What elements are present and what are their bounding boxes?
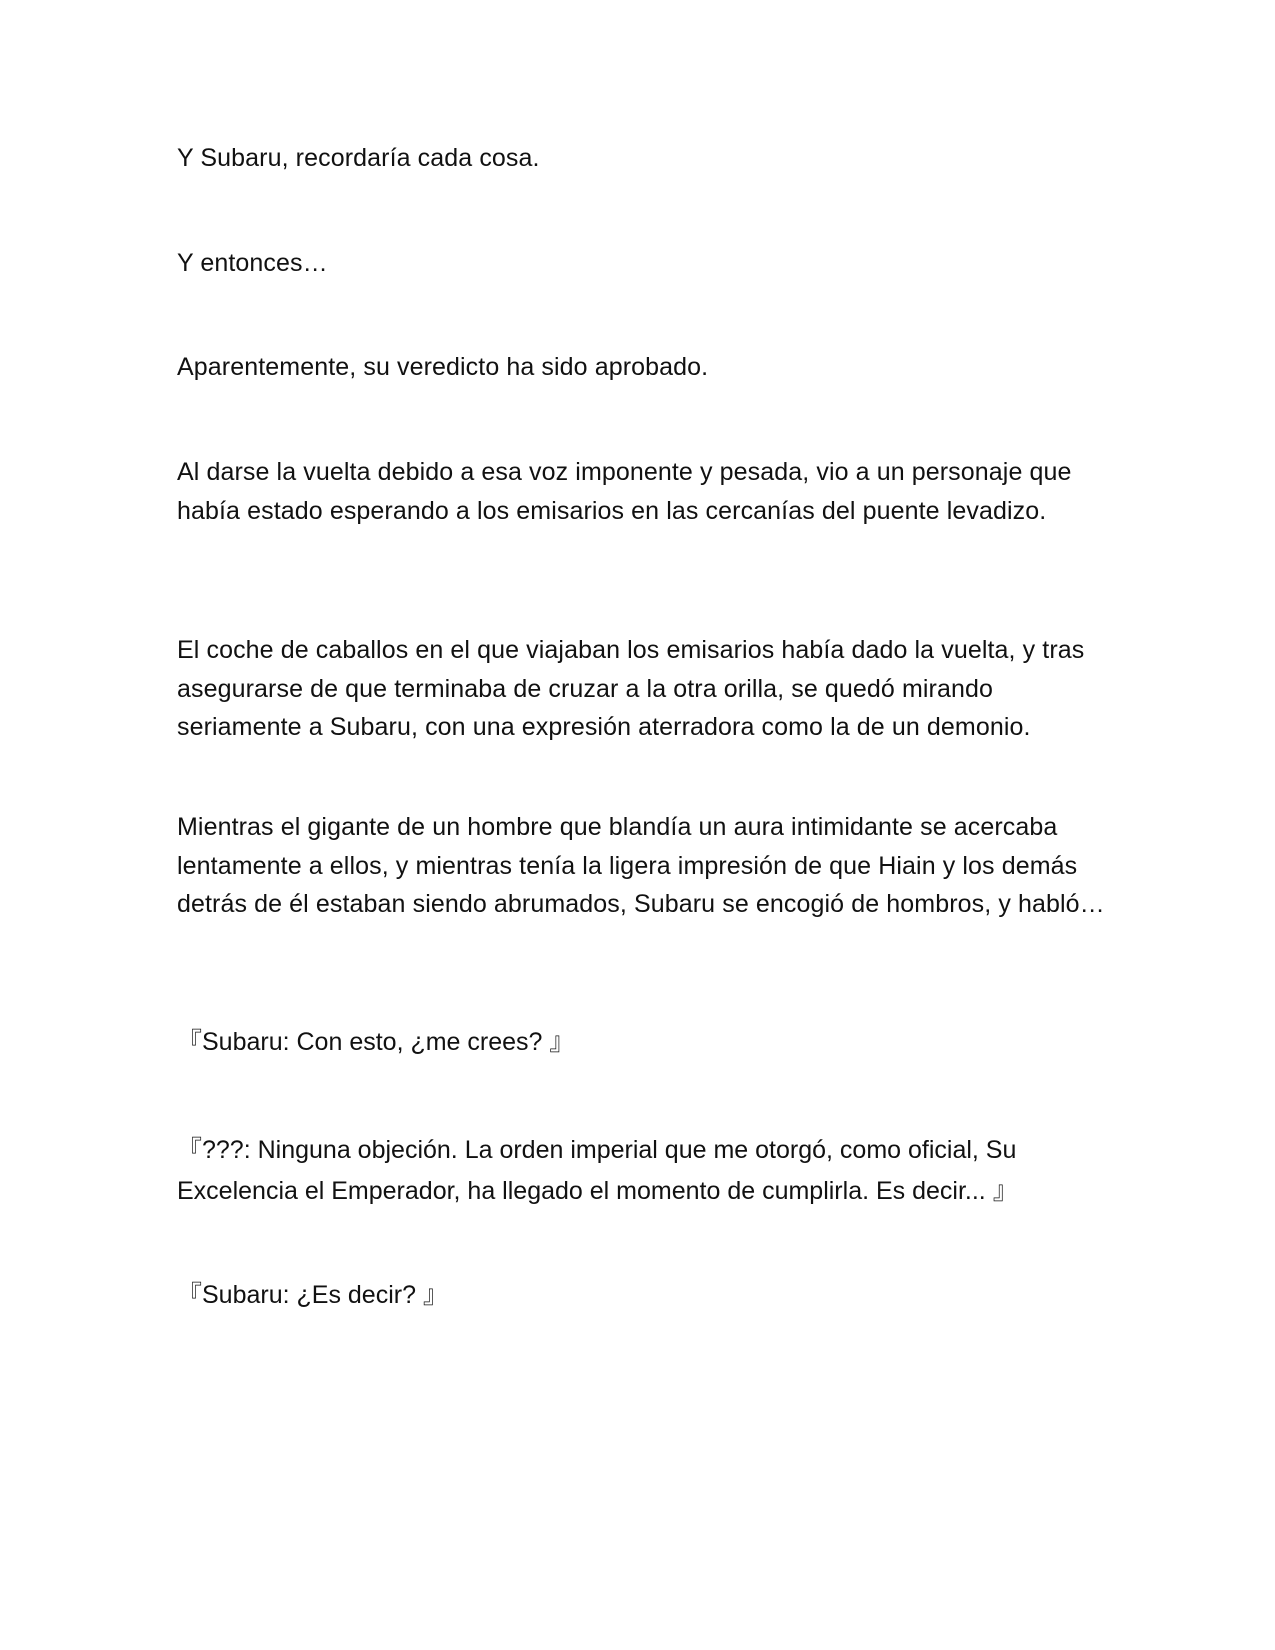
- paragraph: Y entonces…: [177, 249, 328, 277]
- paragraph: Mientras el gigante de un hombre que blandía un aura intimidante se acercaba lentamente a ellos, y mientras tenía la ligera impresión de que Hiain y los demás detrás de él estaban siendo abrumados, Subaru se encogió de hombros, y habló…: [177, 813, 1105, 918]
- paragraph: El coche de caballos en el que viajaban los emisarios había dado la vuelta, y tras asegurarse de que terminaba de cruzar a la otra orilla, se quedó mirando seriamente a Subaru, con una expresión aterradora como la de un demonio.: [177, 636, 1085, 741]
- dialogue-line: 『???: Ninguna objeción. La orden imperial que me otorgó, como oficial, Su Excelencia el Emperador, ha llegado el momento de cumplirla. Es decir... 』: [177, 1136, 1018, 1205]
- paragraph: Al darse la vuelta debido a esa voz imponente y pesada, vio a un personaje que había estado esperando a los emisarios en las cercanías del puente levadizo.: [177, 458, 1072, 525]
- paragraph: Aparentemente, su veredicto ha sido aprobado.: [177, 353, 709, 381]
- paragraph: Y Subaru, recordaría cada cosa.: [177, 144, 540, 172]
- dialogue-line: 『Subaru: ¿Es decir? 』: [177, 1281, 448, 1309]
- dialogue-line: 『Subaru: Con esto, ¿me crees? 』: [177, 1028, 575, 1056]
